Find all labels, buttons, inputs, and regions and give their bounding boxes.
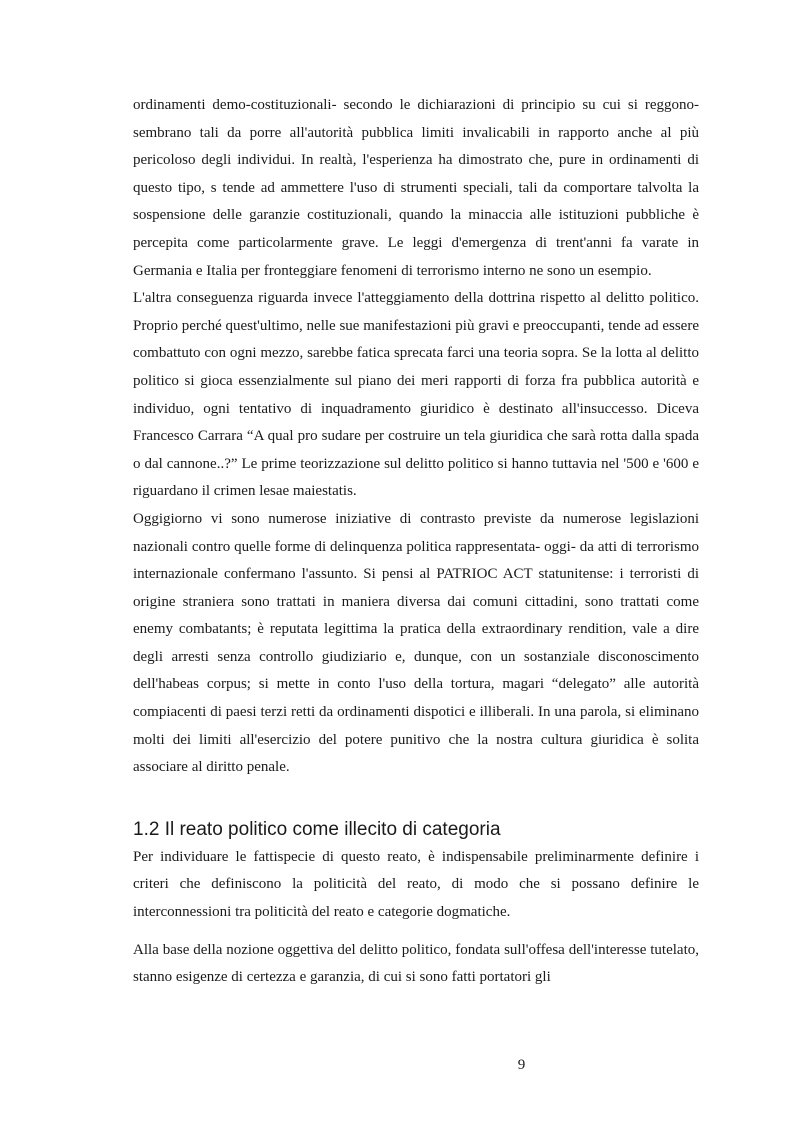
page-body [133,92,699,992]
paragraph-1: ordinamenti demo-costituzionali- secondo le dichiarazioni di principio su cui si reggono- sembrano tali da porre all'autorità pubblica limiti invalicabili in rapporto anche al più pericoloso degli individui. In realtà, l'esperienza ha dimostrato che, pure in ordinamenti di questo tipo, s tende ad ammettere l'uso di strumenti speciali, tali da comportare talvolta la sospensione delle garanzie costituzionali, quando la minaccia alle istituzioni pubbliche è percepita come particolarmente grave. Le leggi d'emergenza di trent'anni fa varate in Germania e Italia per fronteggiare fenomeni di terrorismo interno ne sono un esempio. [133,97,699,279]
paragraph-5: Alla base della nozione oggettiva del delitto politico, fondata sull'offesa dell'interesse tutelato, stanno esigenze di certezza e garanzia, di cui si sono fatti portatori gli [133,941,699,986]
section-heading: 1.2 Il reato politico come illecito di categoria [133,818,501,840]
paragraph-4: Per individuare le fattispecie di questo reato, è indispensabile preliminarmente definire i criteri che definiscono la politicità del reato, di modo che si possano definire le interconnessioni tra politicità del reato e categorie dogmatiche. [133,848,699,921]
page-number: 9 [517,1057,526,1073]
paragraph-2: L'altra conseguenza riguarda invece l'atteggiamento della dottrina rispetto al delitto politico. Proprio perché quest'ultimo, nelle sue manifestazioni più gravi e preoccupanti, tende ad essere combattuto con ogni mezzo, sarebbe fatica sprecata farci una teoria sopra. Se la lotta al delitto politico si gioca essenzialmente sul piano dei meri rapporti di forza fra pubblica autorità e individuo, ogni tentativo di inquadramento giuridico è destinato all'insuccesso. Diceva Francesco Carrara “A qual pro sudare per costruire un tela giuridica che sarà rotta dalla spada o dal cannone..?” Le prime teorizzazione sul delitto politico si hanno tuttavia nel '500 e '600 e riguardano il crimen lesae maiestatis. [133,290,699,500]
paragraph-3: Oggigiorno vi sono numerose iniziative di contrasto previste da numerose legislazioni nazionali contro quelle forme di delinquenza politica rappresentata- oggi- da atti di terrorismo internazionale confermano l'assunto. Si pensi al PATRIOC ACT statunitense: i terroristi di origine straniera sono trattati in maniera diversa dai comuni cittadini, sono trattati come enemy combatants; è reputata legittima la pratica della extraordinary rendition, vale a dire degli arresti senza controllo giudiziario e, dunque, con un sostanziale disconoscimento dell'habeas corpus; si mette in conto l'uso della tortura, magari “delegato” alle autorità compiacenti di paesi terzi retti da ordinamenti dispotici e illiberali. In una parola, si eliminano molti dei limiti all'esercizio del potere punitivo che la nostra cultura giuridica è solita associare al diritto penale. [133,510,699,776]
